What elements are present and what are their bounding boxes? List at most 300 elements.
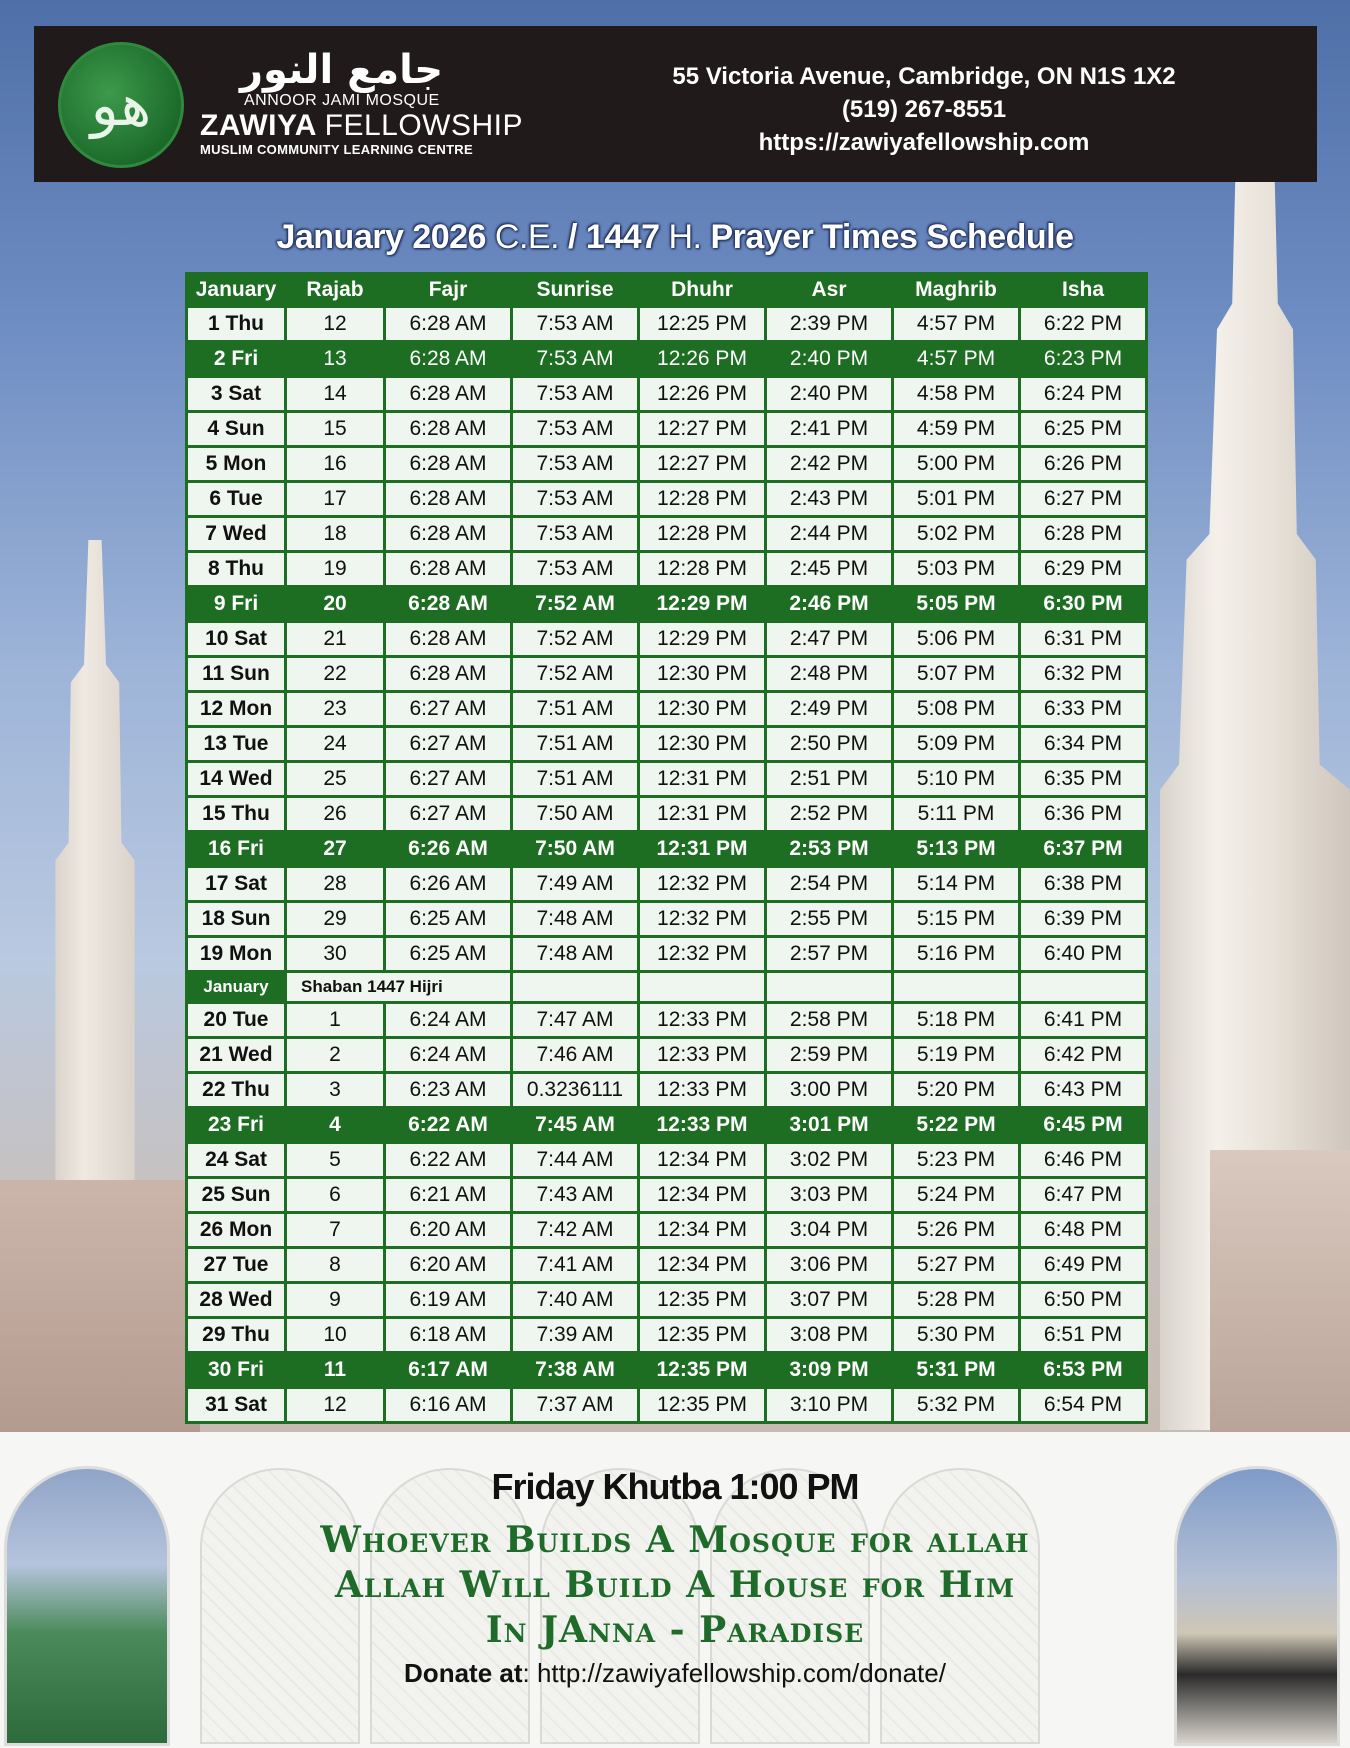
date-cell: 26 Mon bbox=[188, 1214, 284, 1246]
friday-row bbox=[188, 343, 1145, 375]
asr-time-cell: 2:39 PM bbox=[767, 308, 891, 340]
dhuhr-time-cell: 12:33 PM bbox=[640, 1039, 764, 1071]
sunrise-time-cell: 7:50 AM bbox=[513, 798, 637, 830]
sunrise-time-cell: 7:51 AM bbox=[513, 763, 637, 795]
hijri-day-cell: 7 bbox=[287, 1214, 383, 1246]
sunrise-time-cell: 7:46 AM bbox=[513, 1039, 637, 1071]
date-cell: 23 Fri bbox=[188, 1109, 284, 1141]
isha-time-cell: 6:39 PM bbox=[1021, 903, 1145, 935]
date-cell: 25 Sun bbox=[188, 1179, 284, 1211]
hijri-day-cell: 21 bbox=[287, 623, 383, 655]
fajr-time-cell: 6:26 AM bbox=[386, 833, 510, 865]
hijri-day-cell: 17 bbox=[287, 483, 383, 515]
dhuhr-time-cell: 12:32 PM bbox=[640, 868, 764, 900]
hijri-month-label: Shaban 1447 Hijri bbox=[287, 973, 510, 1001]
hijri-day-cell: 4 bbox=[287, 1109, 383, 1141]
table-row bbox=[188, 413, 1145, 445]
hijri-day-cell: 3 bbox=[287, 1074, 383, 1106]
donate-label: Donate at bbox=[404, 1658, 523, 1688]
date-cell: 31 Sat bbox=[188, 1389, 284, 1421]
mosque-name: ANNOOR JAMI MOSQUE bbox=[244, 92, 440, 109]
asr-time-cell: 2:52 PM bbox=[767, 798, 891, 830]
asr-time-cell: 2:47 PM bbox=[767, 623, 891, 655]
maghrib-time-cell: 5:31 PM bbox=[894, 1354, 1018, 1386]
table-row bbox=[188, 1249, 1145, 1281]
dhuhr-time-cell: 12:35 PM bbox=[640, 1284, 764, 1316]
website-link[interactable]: https://zawiyafellowship.com bbox=[758, 129, 1090, 156]
fajr-time-cell: 6:24 AM bbox=[386, 1004, 510, 1036]
prayer-times-table bbox=[185, 272, 1148, 1424]
maghrib-time-cell: 5:16 PM bbox=[894, 938, 1018, 970]
fajr-time-cell: 6:28 AM bbox=[386, 308, 510, 340]
isha-time-cell: 6:23 PM bbox=[1021, 343, 1145, 375]
table-header-row bbox=[188, 275, 1145, 305]
maghrib-time-cell: 5:32 PM bbox=[894, 1389, 1018, 1421]
hijri-day-cell: 1 bbox=[287, 1004, 383, 1036]
date-cell: 6 Tue bbox=[188, 483, 284, 515]
dhuhr-time-cell: 12:34 PM bbox=[640, 1144, 764, 1176]
maghrib-time-cell: 5:13 PM bbox=[894, 833, 1018, 865]
maghrib-time-cell: 5:08 PM bbox=[894, 693, 1018, 725]
title-schedule: Prayer Times Schedule bbox=[710, 218, 1074, 256]
date-cell: 29 Thu bbox=[188, 1319, 284, 1351]
isha-time-cell: 6:41 PM bbox=[1021, 1004, 1145, 1036]
hijri-day-cell: 23 bbox=[287, 693, 383, 725]
asr-time-cell: 2:51 PM bbox=[767, 763, 891, 795]
isha-time-cell: 6:34 PM bbox=[1021, 728, 1145, 760]
date-cell: 7 Wed bbox=[188, 518, 284, 550]
date-cell: 18 Sun bbox=[188, 903, 284, 935]
table-row bbox=[188, 693, 1145, 725]
arabic-mosque-name: جامع النور bbox=[240, 47, 444, 93]
isha-time-cell: 6:45 PM bbox=[1021, 1109, 1145, 1141]
date-cell: 22 Thu bbox=[188, 1074, 284, 1106]
fajr-time-cell: 6:19 AM bbox=[386, 1284, 510, 1316]
isha-time-cell: 6:26 PM bbox=[1021, 448, 1145, 480]
date-cell: 8 Thu bbox=[188, 553, 284, 585]
dhuhr-time-cell: 12:34 PM bbox=[640, 1179, 764, 1211]
maghrib-time-cell: 5:27 PM bbox=[894, 1249, 1018, 1281]
dhuhr-time-cell: 12:31 PM bbox=[640, 833, 764, 865]
page-title bbox=[0, 218, 1350, 257]
isha-time-cell: 6:25 PM bbox=[1021, 413, 1145, 445]
isha-time-cell: 6:53 PM bbox=[1021, 1354, 1145, 1386]
hijri-day-cell: 15 bbox=[287, 413, 383, 445]
sunrise-time-cell: 7:51 AM bbox=[513, 728, 637, 760]
column-header: Fajr bbox=[386, 275, 510, 305]
isha-time-cell: 6:29 PM bbox=[1021, 553, 1145, 585]
fajr-time-cell: 6:22 AM bbox=[386, 1144, 510, 1176]
sunrise-time-cell: 7:44 AM bbox=[513, 1144, 637, 1176]
asr-time-cell: 2:54 PM bbox=[767, 868, 891, 900]
fajr-time-cell: 6:26 AM bbox=[386, 868, 510, 900]
sunrise-time-cell: 7:52 AM bbox=[513, 623, 637, 655]
column-header: January bbox=[188, 275, 284, 305]
maghrib-time-cell: 5:00 PM bbox=[894, 448, 1018, 480]
date-cell: 2 Fri bbox=[188, 343, 284, 375]
fajr-time-cell: 6:28 AM bbox=[386, 518, 510, 550]
dhuhr-time-cell: 12:26 PM bbox=[640, 378, 764, 410]
donate-colon: : bbox=[522, 1658, 530, 1688]
column-header: Sunrise bbox=[513, 275, 637, 305]
dhuhr-time-cell: 12:34 PM bbox=[640, 1214, 764, 1246]
date-cell: 14 Wed bbox=[188, 763, 284, 795]
friday-khutba-time: Friday Khutba 1:00 PM bbox=[491, 1466, 859, 1507]
fajr-time-cell: 6:27 AM bbox=[386, 798, 510, 830]
sunrise-time-cell: 7:53 AM bbox=[513, 483, 637, 515]
sunrise-time-cell: 7:48 AM bbox=[513, 938, 637, 970]
table-body-rajab bbox=[188, 308, 1145, 970]
asr-time-cell: 2:41 PM bbox=[767, 413, 891, 445]
title-ce: C.E. bbox=[494, 218, 560, 256]
fajr-time-cell: 6:25 AM bbox=[386, 938, 510, 970]
contact-info bbox=[654, 60, 1194, 159]
dhuhr-time-cell: 12:28 PM bbox=[640, 483, 764, 515]
sunrise-time-cell: 7:53 AM bbox=[513, 308, 637, 340]
maghrib-time-cell: 5:14 PM bbox=[894, 868, 1018, 900]
mosque-building-left-image bbox=[0, 1180, 200, 1440]
asr-time-cell: 2:46 PM bbox=[767, 588, 891, 620]
sunrise-time-cell: 7:41 AM bbox=[513, 1249, 637, 1281]
date-cell: 10 Sat bbox=[188, 623, 284, 655]
organization-name-bold: ZAWIYA bbox=[200, 109, 316, 142]
maghrib-time-cell: 5:19 PM bbox=[894, 1039, 1018, 1071]
friday-row bbox=[188, 1354, 1145, 1386]
maghrib-time-cell: 5:23 PM bbox=[894, 1144, 1018, 1176]
table-row bbox=[188, 1179, 1145, 1211]
address: 55 Victoria Avenue, Cambridge, ON N1S 1X2 bbox=[672, 63, 1176, 90]
sunrise-time-cell: 7:45 AM bbox=[513, 1109, 637, 1141]
fajr-time-cell: 6:16 AM bbox=[386, 1389, 510, 1421]
isha-time-cell: 6:47 PM bbox=[1021, 1179, 1145, 1211]
sunrise-time-cell: 7:42 AM bbox=[513, 1214, 637, 1246]
slogan-line-3: In JAnna - Paradise bbox=[485, 1609, 865, 1651]
column-header: Asr bbox=[767, 275, 891, 305]
isha-time-cell: 6:30 PM bbox=[1021, 588, 1145, 620]
hijri-day-cell: 18 bbox=[287, 518, 383, 550]
title-month-year: January 2026 bbox=[276, 218, 486, 256]
friday-row bbox=[188, 588, 1145, 620]
asr-time-cell: 3:04 PM bbox=[767, 1214, 891, 1246]
isha-time-cell: 6:49 PM bbox=[1021, 1249, 1145, 1281]
isha-time-cell: 6:42 PM bbox=[1021, 1039, 1145, 1071]
empty-cell bbox=[640, 973, 764, 1001]
dhuhr-time-cell: 12:35 PM bbox=[640, 1389, 764, 1421]
dhuhr-time-cell: 12:26 PM bbox=[640, 343, 764, 375]
title-hijri-year: 1447 bbox=[585, 218, 660, 256]
sunrise-time-cell: 7:40 AM bbox=[513, 1284, 637, 1316]
empty-cell bbox=[513, 973, 637, 1001]
asr-time-cell: 3:02 PM bbox=[767, 1144, 891, 1176]
sunrise-time-cell: 7:37 AM bbox=[513, 1389, 637, 1421]
asr-time-cell: 3:06 PM bbox=[767, 1249, 891, 1281]
isha-time-cell: 6:50 PM bbox=[1021, 1284, 1145, 1316]
dhuhr-time-cell: 12:33 PM bbox=[640, 1109, 764, 1141]
slogan-line-1: Whoever Builds A Mosque for allah bbox=[320, 1519, 1030, 1561]
title-h: H. bbox=[668, 218, 702, 256]
sunrise-time-cell: 7:49 AM bbox=[513, 868, 637, 900]
hijri-day-cell: 11 bbox=[287, 1354, 383, 1386]
organization-tagline: MUSLIM COMMUNITY LEARNING CENTRE bbox=[200, 142, 473, 157]
dhuhr-time-cell: 12:34 PM bbox=[640, 1249, 764, 1281]
maghrib-time-cell: 5:11 PM bbox=[894, 798, 1018, 830]
asr-time-cell: 3:00 PM bbox=[767, 1074, 891, 1106]
date-cell: 27 Tue bbox=[188, 1249, 284, 1281]
dhuhr-time-cell: 12:28 PM bbox=[640, 553, 764, 585]
column-header: Isha bbox=[1021, 275, 1145, 305]
fajr-time-cell: 6:24 AM bbox=[386, 1039, 510, 1071]
hijri-day-cell: 29 bbox=[287, 903, 383, 935]
fajr-time-cell: 6:21 AM bbox=[386, 1179, 510, 1211]
table-row bbox=[188, 763, 1145, 795]
sunrise-time-cell: 7:38 AM bbox=[513, 1354, 637, 1386]
dhuhr-time-cell: 12:29 PM bbox=[640, 588, 764, 620]
asr-time-cell: 2:59 PM bbox=[767, 1039, 891, 1071]
hijri-day-cell: 22 bbox=[287, 658, 383, 690]
logo bbox=[58, 42, 184, 168]
hijri-day-cell: 26 bbox=[287, 798, 383, 830]
maghrib-time-cell: 5:24 PM bbox=[894, 1179, 1018, 1211]
fajr-time-cell: 6:28 AM bbox=[386, 553, 510, 585]
asr-time-cell: 2:57 PM bbox=[767, 938, 891, 970]
table-row bbox=[188, 1284, 1145, 1316]
dhuhr-time-cell: 12:25 PM bbox=[640, 308, 764, 340]
organization-name bbox=[200, 110, 523, 142]
hijri-day-cell: 25 bbox=[287, 763, 383, 795]
dhuhr-time-cell: 12:31 PM bbox=[640, 798, 764, 830]
sunrise-time-cell: 7:51 AM bbox=[513, 693, 637, 725]
table-row bbox=[188, 518, 1145, 550]
maghrib-time-cell: 5:15 PM bbox=[894, 903, 1018, 935]
isha-time-cell: 6:38 PM bbox=[1021, 868, 1145, 900]
date-cell: 4 Sun bbox=[188, 413, 284, 445]
table-row bbox=[188, 938, 1145, 970]
isha-time-cell: 6:27 PM bbox=[1021, 483, 1145, 515]
table-row bbox=[188, 553, 1145, 585]
date-cell: 30 Fri bbox=[188, 1354, 284, 1386]
table-row bbox=[188, 448, 1145, 480]
sunrise-time-cell: 7:53 AM bbox=[513, 553, 637, 585]
table-row bbox=[188, 1319, 1145, 1351]
asr-time-cell: 2:58 PM bbox=[767, 1004, 891, 1036]
asr-time-cell: 3:07 PM bbox=[767, 1284, 891, 1316]
isha-time-cell: 6:32 PM bbox=[1021, 658, 1145, 690]
dhuhr-time-cell: 12:30 PM bbox=[640, 658, 764, 690]
asr-time-cell: 3:08 PM bbox=[767, 1319, 891, 1351]
hijri-day-cell: 20 bbox=[287, 588, 383, 620]
column-header: Dhuhr bbox=[640, 275, 764, 305]
asr-time-cell: 2:49 PM bbox=[767, 693, 891, 725]
donate-link[interactable]: http://zawiyafellowship.com/donate/ bbox=[536, 1658, 946, 1688]
asr-time-cell: 2:44 PM bbox=[767, 518, 891, 550]
asr-time-cell: 2:50 PM bbox=[767, 728, 891, 760]
table-row bbox=[188, 378, 1145, 410]
dhuhr-time-cell: 12:27 PM bbox=[640, 448, 764, 480]
isha-time-cell: 6:40 PM bbox=[1021, 938, 1145, 970]
fajr-time-cell: 6:28 AM bbox=[386, 588, 510, 620]
sunrise-time-cell: 7:53 AM bbox=[513, 378, 637, 410]
hijri-day-cell: 2 bbox=[287, 1039, 383, 1071]
isha-time-cell: 6:24 PM bbox=[1021, 378, 1145, 410]
table-row bbox=[188, 1214, 1145, 1246]
fajr-time-cell: 6:28 AM bbox=[386, 378, 510, 410]
isha-time-cell: 6:33 PM bbox=[1021, 693, 1145, 725]
table-row bbox=[188, 868, 1145, 900]
table-row bbox=[188, 1004, 1145, 1036]
maghrib-time-cell: 5:18 PM bbox=[894, 1004, 1018, 1036]
isha-time-cell: 6:22 PM bbox=[1021, 308, 1145, 340]
maghrib-time-cell: 4:58 PM bbox=[894, 378, 1018, 410]
table-body-shaban bbox=[188, 1004, 1145, 1421]
isha-time-cell: 6:54 PM bbox=[1021, 1389, 1145, 1421]
fajr-time-cell: 6:20 AM bbox=[386, 1249, 510, 1281]
date-cell: 19 Mon bbox=[188, 938, 284, 970]
date-cell: 1 Thu bbox=[188, 308, 284, 340]
fajr-time-cell: 6:18 AM bbox=[386, 1319, 510, 1351]
table-row bbox=[188, 623, 1145, 655]
hijri-day-cell: 24 bbox=[287, 728, 383, 760]
maghrib-time-cell: 5:01 PM bbox=[894, 483, 1018, 515]
asr-time-cell: 2:40 PM bbox=[767, 378, 891, 410]
sunrise-time-cell: 7:39 AM bbox=[513, 1319, 637, 1351]
maghrib-time-cell: 5:22 PM bbox=[894, 1109, 1018, 1141]
sunrise-time-cell: 7:52 AM bbox=[513, 588, 637, 620]
maghrib-time-cell: 5:06 PM bbox=[894, 623, 1018, 655]
asr-time-cell: 2:53 PM bbox=[767, 833, 891, 865]
dhuhr-time-cell: 12:33 PM bbox=[640, 1074, 764, 1106]
maghrib-time-cell: 5:07 PM bbox=[894, 658, 1018, 690]
date-cell: 15 Thu bbox=[188, 798, 284, 830]
hijri-day-cell: 14 bbox=[287, 378, 383, 410]
hijri-month-change-row bbox=[188, 973, 1145, 1001]
date-cell: 12 Mon bbox=[188, 693, 284, 725]
table-row bbox=[188, 798, 1145, 830]
empty-cell bbox=[767, 973, 891, 1001]
asr-time-cell: 2:45 PM bbox=[767, 553, 891, 585]
sunrise-time-cell: 7:53 AM bbox=[513, 518, 637, 550]
date-cell: 9 Fri bbox=[188, 588, 284, 620]
donate-line bbox=[0, 1658, 1350, 1689]
date-cell: 24 Sat bbox=[188, 1144, 284, 1176]
table-row bbox=[188, 483, 1145, 515]
dhuhr-time-cell: 12:32 PM bbox=[640, 903, 764, 935]
date-cell: 3 Sat bbox=[188, 378, 284, 410]
hijri-day-cell: 9 bbox=[287, 1284, 383, 1316]
asr-time-cell: 2:48 PM bbox=[767, 658, 891, 690]
table-row bbox=[188, 1039, 1145, 1071]
logo-calligraphy-icon: هو bbox=[90, 71, 152, 139]
dhuhr-time-cell: 12:35 PM bbox=[640, 1319, 764, 1351]
fajr-time-cell: 6:25 AM bbox=[386, 903, 510, 935]
sunrise-time-cell: 0.3236111 bbox=[513, 1074, 637, 1106]
maghrib-time-cell: 4:57 PM bbox=[894, 343, 1018, 375]
maghrib-time-cell: 5:20 PM bbox=[894, 1074, 1018, 1106]
hijri-day-cell: 5 bbox=[287, 1144, 383, 1176]
month-label: January bbox=[188, 973, 284, 1001]
table-row bbox=[188, 728, 1145, 760]
hijri-day-cell: 10 bbox=[287, 1319, 383, 1351]
isha-time-cell: 6:31 PM bbox=[1021, 623, 1145, 655]
dhuhr-time-cell: 12:32 PM bbox=[640, 938, 764, 970]
sunrise-time-cell: 7:47 AM bbox=[513, 1004, 637, 1036]
isha-time-cell: 6:51 PM bbox=[1021, 1319, 1145, 1351]
date-cell: 20 Tue bbox=[188, 1004, 284, 1036]
sunrise-time-cell: 7:53 AM bbox=[513, 343, 637, 375]
table-row bbox=[188, 1144, 1145, 1176]
asr-time-cell: 3:09 PM bbox=[767, 1354, 891, 1386]
date-cell: 11 Sun bbox=[188, 658, 284, 690]
asr-time-cell: 2:40 PM bbox=[767, 343, 891, 375]
dhuhr-time-cell: 12:35 PM bbox=[640, 1354, 764, 1386]
maghrib-time-cell: 5:30 PM bbox=[894, 1319, 1018, 1351]
maghrib-time-cell: 5:03 PM bbox=[894, 553, 1018, 585]
maghrib-time-cell: 5:09 PM bbox=[894, 728, 1018, 760]
table-row bbox=[188, 1074, 1145, 1106]
mosque-building-right-image bbox=[1210, 1150, 1350, 1440]
isha-time-cell: 6:43 PM bbox=[1021, 1074, 1145, 1106]
sunrise-time-cell: 7:50 AM bbox=[513, 833, 637, 865]
dhuhr-time-cell: 12:30 PM bbox=[640, 693, 764, 725]
maghrib-time-cell: 5:10 PM bbox=[894, 763, 1018, 795]
date-cell: 28 Wed bbox=[188, 1284, 284, 1316]
fajr-time-cell: 6:27 AM bbox=[386, 693, 510, 725]
isha-time-cell: 6:36 PM bbox=[1021, 798, 1145, 830]
date-cell: 5 Mon bbox=[188, 448, 284, 480]
sunrise-time-cell: 7:53 AM bbox=[513, 448, 637, 480]
fajr-time-cell: 6:28 AM bbox=[386, 658, 510, 690]
hijri-day-cell: 28 bbox=[287, 868, 383, 900]
date-cell: 13 Tue bbox=[188, 728, 284, 760]
slogan bbox=[0, 1518, 1350, 1653]
maghrib-time-cell: 5:28 PM bbox=[894, 1284, 1018, 1316]
sunrise-time-cell: 7:53 AM bbox=[513, 413, 637, 445]
asr-time-cell: 2:55 PM bbox=[767, 903, 891, 935]
dhuhr-time-cell: 12:27 PM bbox=[640, 413, 764, 445]
dhuhr-time-cell: 12:28 PM bbox=[640, 518, 764, 550]
table-row bbox=[188, 903, 1145, 935]
organization-name-block bbox=[200, 48, 523, 158]
slogan-line-2: Allah Will Build A House for Him bbox=[334, 1564, 1016, 1606]
hijri-day-cell: 6 bbox=[287, 1179, 383, 1211]
fajr-time-cell: 6:27 AM bbox=[386, 763, 510, 795]
fajr-time-cell: 6:20 AM bbox=[386, 1214, 510, 1246]
dhuhr-time-cell: 12:30 PM bbox=[640, 728, 764, 760]
asr-time-cell: 2:42 PM bbox=[767, 448, 891, 480]
maghrib-time-cell: 5:02 PM bbox=[894, 518, 1018, 550]
isha-time-cell: 6:48 PM bbox=[1021, 1214, 1145, 1246]
empty-cell bbox=[1021, 973, 1145, 1001]
isha-time-cell: 6:35 PM bbox=[1021, 763, 1145, 795]
isha-time-cell: 6:37 PM bbox=[1021, 833, 1145, 865]
date-cell: 21 Wed bbox=[188, 1039, 284, 1071]
fajr-time-cell: 6:28 AM bbox=[386, 413, 510, 445]
hijri-day-cell: 8 bbox=[287, 1249, 383, 1281]
date-cell: 17 Sat bbox=[188, 868, 284, 900]
hijri-day-cell: 13 bbox=[287, 343, 383, 375]
table-row bbox=[188, 1389, 1145, 1421]
fajr-time-cell: 6:28 AM bbox=[386, 483, 510, 515]
sunrise-time-cell: 7:43 AM bbox=[513, 1179, 637, 1211]
friday-row bbox=[188, 1109, 1145, 1141]
isha-time-cell: 6:46 PM bbox=[1021, 1144, 1145, 1176]
header-banner bbox=[34, 26, 1317, 182]
asr-time-cell: 3:03 PM bbox=[767, 1179, 891, 1211]
dhuhr-time-cell: 12:33 PM bbox=[640, 1004, 764, 1036]
table-month-change bbox=[188, 973, 1145, 1001]
hijri-day-cell: 30 bbox=[287, 938, 383, 970]
fajr-time-cell: 6:17 AM bbox=[386, 1354, 510, 1386]
hijri-day-cell: 12 bbox=[287, 308, 383, 340]
